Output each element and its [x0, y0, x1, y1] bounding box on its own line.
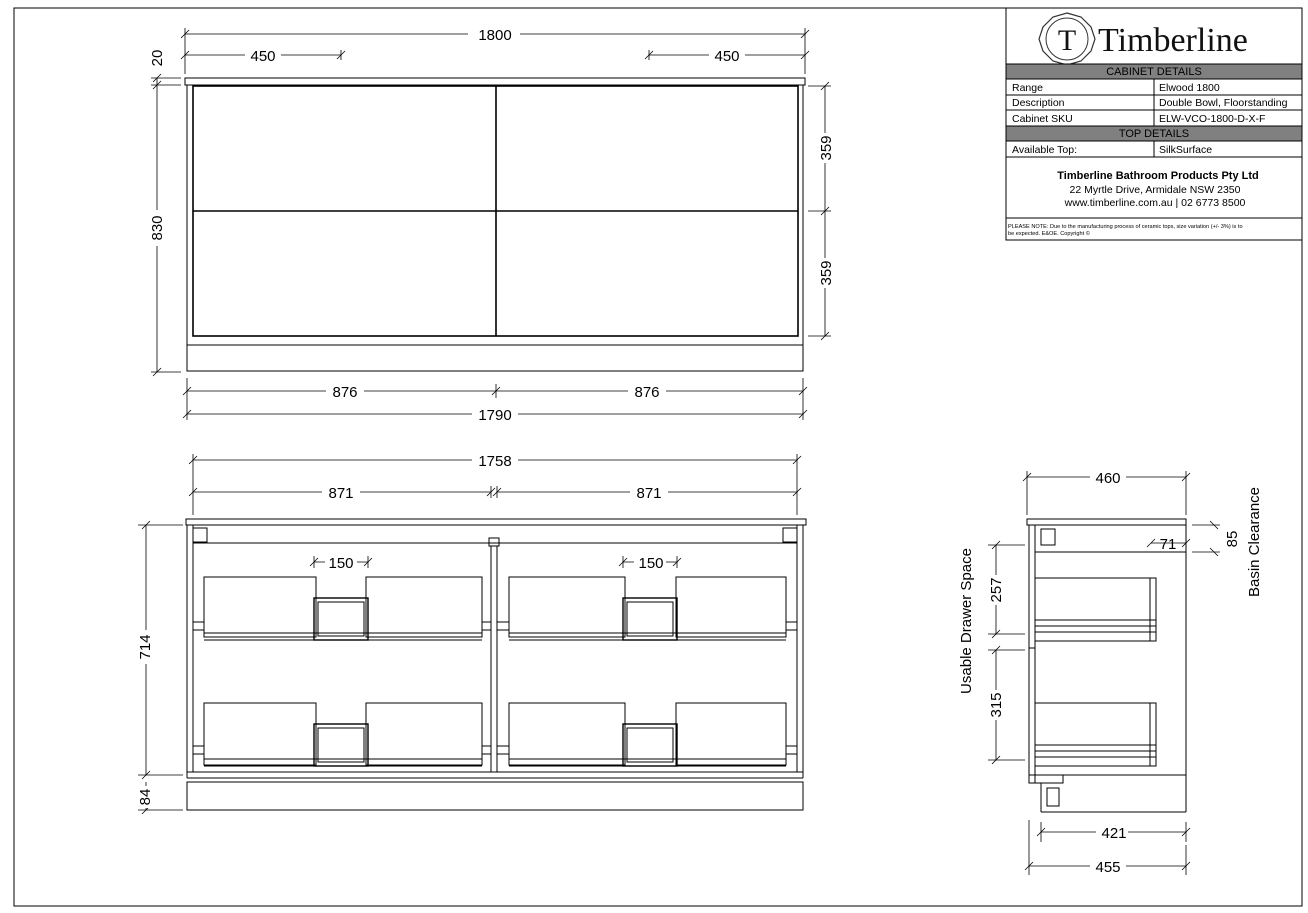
- cabinet-details-title: CABINET DETAILS: [1106, 66, 1202, 78]
- disclaimer-line-1: PLEASE NOTE: Due to the manufacturing process of ceramic tops, size variation (+/- 3%) is to: [1008, 224, 1243, 230]
- dim-internal-height: 714: [137, 634, 154, 660]
- dim-lower-drawer: 315: [988, 692, 1005, 718]
- dim-carcass-width: 1790: [478, 407, 512, 424]
- side-dimension-labels: [958, 468, 1263, 876]
- dim-half-right: 876: [634, 384, 660, 401]
- side-dimensions: [988, 471, 1220, 875]
- dim-half-left: 876: [332, 384, 358, 401]
- dim-section-half-left: 871: [328, 485, 354, 502]
- section-dimension-labels: [137, 451, 668, 808]
- dim-overall-width: 1800: [478, 27, 512, 44]
- dim-internal-width: 1758: [478, 453, 512, 470]
- title-block: [1006, 8, 1302, 240]
- dim-drawer-upper: 359: [818, 135, 835, 161]
- dim-basin-clearance: 85: [1224, 530, 1241, 548]
- dim-upper-drawer: 257: [988, 577, 1005, 603]
- dim-overall-depth: 455: [1095, 859, 1121, 876]
- disclaimer-line-2: be expected. E&OE. Copyright ©: [1008, 231, 1090, 237]
- sku-value: ELW-VCO-1800-D-X-F: [1159, 113, 1266, 125]
- dim-drawer-lower: 359: [818, 260, 835, 286]
- section-elevation: [186, 519, 806, 810]
- sku-label: Cabinet SKU: [1012, 113, 1073, 125]
- brand-initial: T: [1057, 24, 1077, 57]
- dim-basin-offset: 71: [1159, 536, 1177, 553]
- drawer-space-label: Usable Drawer Space: [958, 548, 975, 694]
- side-elevation: [1027, 519, 1186, 812]
- dim-top-thickness: 20: [149, 49, 166, 67]
- description-value: Double Bowl, Floorstanding: [1159, 97, 1288, 109]
- dim-cutout-right: 150: [638, 555, 664, 572]
- dim-kick-height: 84: [137, 788, 154, 806]
- dim-height: 830: [149, 215, 166, 241]
- available-top-label: Available Top:: [1012, 144, 1077, 156]
- dim-internal-depth: 421: [1101, 825, 1127, 842]
- top-details-title: TOP DETAILS: [1118, 128, 1190, 140]
- section-dimensions: [138, 454, 801, 814]
- dim-overhang-left: 450: [250, 48, 276, 65]
- company-contact: www.timberline.com.au | 02 6773 8500: [1064, 197, 1246, 209]
- company-name: Timberline Bathroom Products Pty Ltd: [1057, 170, 1259, 182]
- range-value: Elwood 1800: [1159, 82, 1220, 94]
- dim-section-half-right: 871: [636, 485, 662, 502]
- dim-overhang-right: 450: [714, 48, 740, 65]
- description-label: Description: [1012, 97, 1065, 109]
- basin-clearance-label: Basin Clearance: [1246, 486, 1263, 598]
- front-elevation: [185, 78, 805, 371]
- available-top-value: SilkSurface: [1159, 144, 1213, 156]
- brand-name: Timberline: [1098, 22, 1248, 59]
- range-label: Range: [1012, 82, 1043, 94]
- dim-depth-top: 460: [1095, 470, 1121, 487]
- company-address: 22 Myrtle Drive, Armidale NSW 2350: [1069, 184, 1241, 196]
- dim-cutout-left: 150: [328, 555, 354, 572]
